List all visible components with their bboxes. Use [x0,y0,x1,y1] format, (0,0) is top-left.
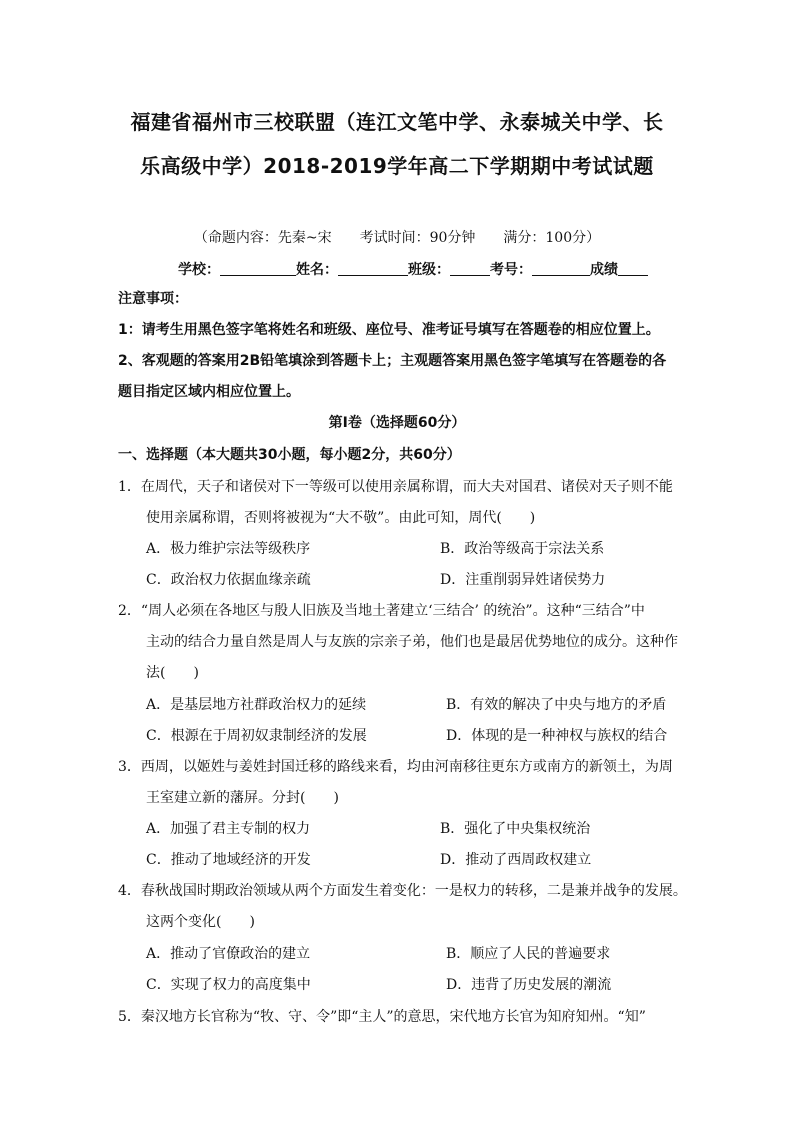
question-3-line-2: 王室建立新的藩屏。分封( ) [146,790,339,806]
question-3-option-b[interactable]: B．强化了中央集权统治 [440,821,591,837]
question-4-option-a[interactable]: A．推动了官僚政治的建立 [146,946,311,962]
question-2-option-c[interactable]: C．根源在于周初奴隶制经济的发展 [146,728,367,744]
exam-title-line-2: 乐高级中学）2018-2019学年高二下学期期中考试试题 [140,154,654,178]
note-item-2-line-2: 题目指定区域内相应位置上。 [118,384,300,400]
name-blank[interactable] [338,261,408,276]
question-5-line-1: 5．秦汉地方长官称为“牧、守、令”即“主人”的意思，宋代地方长官为知府知州。“知” [118,1009,646,1025]
name-label: 姓名： [296,262,338,278]
question-3-option-d[interactable]: D．推动了西周政权建立 [440,852,592,868]
question-2-option-d[interactable]: D．体现的是一种神权与族权的结合 [446,728,668,744]
exam-info: （命题内容：先秦~宋 考试时间：90分钟 满分：100分） [193,230,601,246]
school-blank[interactable] [220,261,296,276]
volume-title: 第Ⅰ卷（选择题60分） [328,415,466,431]
exam-title-line-1: 福建省福州市三校联盟（连江文笔中学、永泰城关中学、长 [130,110,664,134]
question-1-line-1: 1．在周代，天子和诸侯对下一等级可以使用亲属称谓，而大夫对国君、诸侯对天子则不能 [118,479,673,495]
question-3-line-1: 3．西周，以姬姓与姜姓封国迁移的路线来看，均由河南移往更东方或南方的新领土，为周 [118,759,673,775]
class-blank[interactable] [450,261,490,276]
note-item-2-line-1: 2、客观题的答案用2B铅笔填涂到答题卡上；主观题答案用黑色签字笔填写在答题卷的各 [118,353,667,369]
question-2-option-b[interactable]: B．有效的解决了中央与地方的矛盾 [446,697,667,713]
question-4-option-b[interactable]: B．顺应了人民的普遍要求 [446,946,611,962]
question-4-line-1: 4．春秋战国时期政治领域从两个方面发生着变化：一是权力的转移，二是兼并战争的发展。 [118,883,687,899]
question-3-option-a[interactable]: A．加强了君主专制的权力 [146,821,311,837]
question-1-option-b[interactable]: B．政治等级高于宗法关系 [440,541,605,557]
question-1-option-c[interactable]: C．政治权力依据血缘亲疏 [146,572,311,588]
number-blank[interactable] [532,261,590,276]
notes-heading: 注意事项： [118,291,188,307]
score-label: 成绩 [590,262,618,278]
question-2-line-2: 主动的结合力量自然是周人与友族的宗亲子弟，他们也是最居优势地位的成分。这种作 [146,634,678,650]
school-label: 学校： [178,262,220,278]
question-4-line-2: 这两个变化( ) [146,914,255,930]
number-label: 考号： [490,262,532,278]
question-4-option-c[interactable]: C．实现了权力的高度集中 [146,977,311,993]
section-heading: 一、选择题（本大题共30小题，每小题2分，共60分） [118,447,461,463]
class-label: 班级： [408,262,450,278]
score-blank[interactable] [618,261,648,276]
note-item-1: 1：请考生用黑色签字笔将姓名和班级、座位号、准考证号填写在答题卷的相应位置上。 [118,322,660,338]
student-info-fields [178,259,648,279]
question-1-option-d[interactable]: D．注重削弱异姓诸侯势力 [440,572,606,588]
question-2-line-1: 2．“周人必须在各地区与殷人旧族及当地土著建立‘三结合’ 的统治”。这种“三结合”中 [118,603,645,619]
question-4-option-d[interactable]: D．违背了历史发展的潮流 [446,977,612,993]
question-3-option-c[interactable]: C．推动了地域经济的开发 [146,852,311,868]
question-1-line-2: 使用亲属称谓，否则将被视为“大不敬”。由此可知，周代( ) [146,510,536,526]
question-2-line-3: 法( ) [146,665,199,681]
question-1-option-a[interactable]: A．极力维护宗法等级秩序 [146,541,311,557]
question-2-option-a[interactable]: A．是基层地方社群政治权力的延续 [146,697,367,713]
